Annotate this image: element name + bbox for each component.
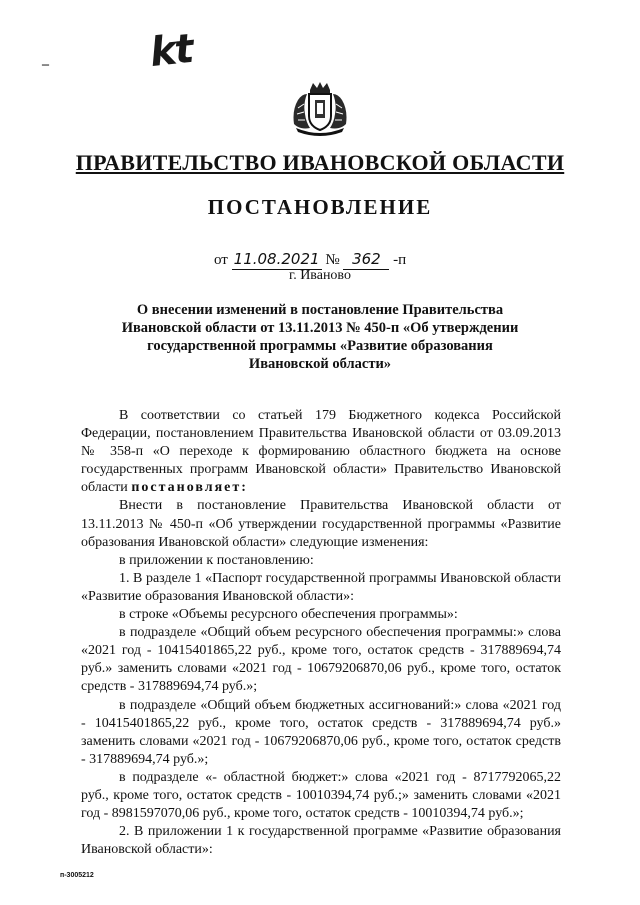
date-number-line bbox=[214, 250, 406, 270]
city-name: г. Иваново bbox=[289, 268, 351, 283]
resolves-word: постановляет: bbox=[131, 480, 248, 496]
body-paragraph: 2. В приложении 1 к государственной программе «Развитие образования Ивановской области»: bbox=[81, 824, 561, 858]
document-body bbox=[81, 407, 561, 859]
date-prefix: от bbox=[214, 252, 228, 268]
coat-of-arms-icon bbox=[288, 80, 352, 136]
body-paragraph: в строке «Объемы ресурсного обеспечения программы»: bbox=[119, 607, 458, 623]
document-number: 362 bbox=[343, 250, 389, 270]
document-date: 11.08.2021 bbox=[232, 250, 322, 270]
document-subject bbox=[120, 301, 520, 373]
corner-dash-mark: – bbox=[42, 57, 49, 72]
subject-line: Ивановской области» bbox=[248, 356, 392, 372]
footer-form-code: п-3005212 bbox=[60, 872, 94, 879]
body-paragraph-preamble: В соответствии со статьей 179 Бюджетного кодекса Российской Федерации, постановлением Правительства Ивановской области от 03.09.2013 № 358-п «О переходе к формированию областного бюджета на основе государственных программ Ивановской области» Правительство Ивановской области постановляет: bbox=[81, 408, 561, 496]
government-title: ПРАВИТЕЛЬСТВО ИВАНОВСКОЙ ОБЛАСТИ bbox=[75, 150, 565, 175]
handwritten-mark: kt bbox=[147, 25, 195, 77]
body-paragraph: Внести в постановление Правительства Ивановской области от 13.11.2013 № 450-п «Об утверждении государственной программы «Развитие образования Ивановской области» следующие изменения: bbox=[81, 498, 561, 550]
document-type-heading: ПОСТАНОВЛЕНИЕ bbox=[207, 195, 433, 219]
body-paragraph: в приложении к постановлению: bbox=[119, 552, 314, 568]
number-sign: № bbox=[325, 252, 340, 268]
body-paragraph: 1. В разделе 1 «Паспорт государственной программы Ивановской области «Развитие образования Ивановской области»: bbox=[81, 570, 561, 604]
body-paragraph: в подразделе «- областной бюджет:» слова «2021 год - 8717792065,22 руб., кроме того, остаток средств - 10010394,74 руб.;» заменить словами «2021 год - 8981597070,06 руб., кроме того, остаток средств - 10010394,74 руб.»; bbox=[81, 769, 561, 822]
subject-line: Ивановской области от 13.11.2013 № 450-п «Об утверждении bbox=[121, 320, 519, 336]
number-suffix: -п bbox=[393, 252, 407, 268]
body-paragraph: в подразделе «Общий объем ресурсного обеспечения программы:» слова «2021 год - 10415401865,22 руб., кроме того, остаток средств - 317889694,74 руб.» заменить словами «2021 год - 10679206870,06 руб., кроме того, остаток средств - 317889694,74 руб.»; bbox=[81, 625, 561, 695]
subject-line: О внесении изменений в постановление Правительства bbox=[136, 302, 504, 318]
subject-line: государственной программы «Развитие образования bbox=[147, 338, 493, 354]
body-paragraph: в подразделе «Общий объем бюджетных ассигнований:» слова «2021 год - 10415401865,22 руб., кроме того, остаток средств - 317889694,74 руб.» заменить словами «2021 год - 10679206870,06 руб., кроме того, остаток средств - 317889694,74 руб.»; bbox=[81, 697, 561, 767]
